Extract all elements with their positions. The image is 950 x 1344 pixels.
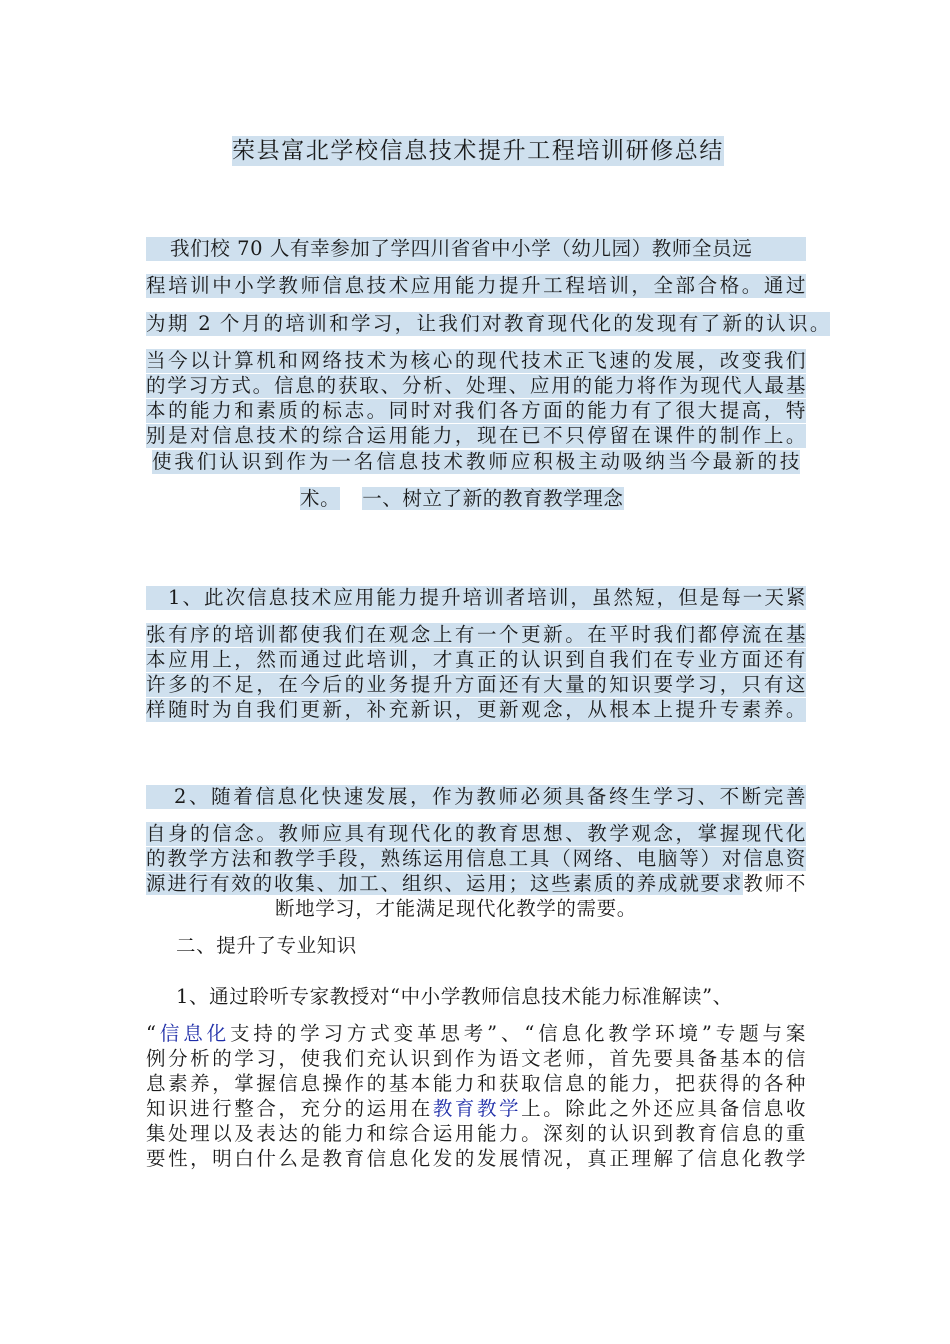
link-xinxihua[interactable]: 信息化 [156,1022,230,1045]
p3-line-3: 例分析的学习，使我们充认识到作为语文老师，首先要具备基本的信 [146,1047,806,1070]
intro-line-1: 我们校 70 人有幸参加了学四川省省中小学（幼儿园）教师全员远 [146,237,806,261]
p3-line-6: 集处理以及表达的能力和综合运用能力。深刻的认识到教育信息的重 [146,1122,806,1145]
p3-line-2-rest: 支持的学习方式变革思考”、“信息化教学环境”专题与案 [230,1022,806,1045]
p1-line-4: 许多的不足，在今后的业务提升方面还有大量的知识要学习，只有这 [146,673,806,696]
p3-line-7: 要性，明白什么是教育信息化发的发展情况，真正理解了信息化教学 [146,1147,806,1170]
intro-line-8: 使我们认识到作为一名信息技术教师应积极主动吸纳当今最新的技 [152,450,800,473]
intro-line-5: 的学习方式。信息的获取、分析、处理、应用的能力将作为现代人最基 [146,374,806,397]
intro-line-7: 别是对信息技术的综合运用能力，现在已不只停留在课件的制作上。 [146,424,806,447]
intro-line-2: 程培训中小学教师信息技术应用能力提升工程培训，全部合格。通过 [146,274,806,297]
p3-line-4: 息素养，掌握信息操作的基本能力和获取信息的能力，把获得的各种 [146,1072,806,1095]
p2-line-4-highlighted: 源进行有效的收集、加工、组织、运用；这些素质的养成就要求 [146,872,744,895]
intro-line-3: 为期 2 个月的培训和学习，让我们对教育现代化的发现有了新的认识。 [146,312,830,335]
intro-line-6: 本的能力和素质的标志。同时对我们各方面的能力有了很大提高，特 [146,399,806,422]
section-2-heading: 二、提升了专业知识 [176,934,357,957]
p3-line-5 [146,1097,806,1121]
p3-line-1: 1、通过聆听专家教授对“中小学教师信息技术能力标准解读”、 [176,985,733,1008]
p3-line-5-start: 知识进行整合，充分的运用在 [146,1097,433,1120]
p1-line-2: 张有序的培训都使我们在观念上有一个更新。在平时我们都停流在基 [146,623,806,646]
p3-quote-open: “ [146,1022,157,1045]
intro-line-4: 当今以计算机和网络技术为核心的现代技术正飞速的发展，改变我们 [146,349,806,372]
p1-line-5: 样随时为自我们更新，补充新识，更新观念，从根本上提升专素养。 [146,698,806,721]
p2-line-4-rest: 教师不 [743,872,806,895]
p2-line-2: 自身的信念。教师应具有现代化的教育思想、教学观念，掌握现代化 [146,822,806,845]
p3-line-5-rest: 上。除此之外还应具备信息收 [521,1097,806,1120]
section-1-heading: 一、树立了新的教育教学理念 [362,487,624,510]
p1-line-3: 本应用上，然而通过此培训，才真正的认识到自我们在专业方面还有 [146,648,806,671]
p1-line-1: 1、此次信息技术应用能力提升培训者培训，虽然短，但是每一天紧 [146,586,806,610]
p2-line-5: 断地学习，才能满足现代化教学的需要。 [275,897,637,920]
p2-line-3: 的教学方法和教学手段，熟练运用信息工具（网络、电脑等）对信息资 [146,847,806,870]
p2-line-4 [146,872,806,896]
intro-line-9 [300,487,624,511]
p3-line-2 [146,1022,806,1046]
intro-line-9-end: 术。 [300,487,341,510]
document-title: 荣县富北学校信息技术提升工程培训研修总结 [232,138,724,164]
link-jiaoyujiaoxue[interactable]: 教育教学 [432,1097,522,1120]
p2-line-1: 2、随着信息化快速发展，作为教师必须具备终生学习、不断完善 [146,785,806,809]
